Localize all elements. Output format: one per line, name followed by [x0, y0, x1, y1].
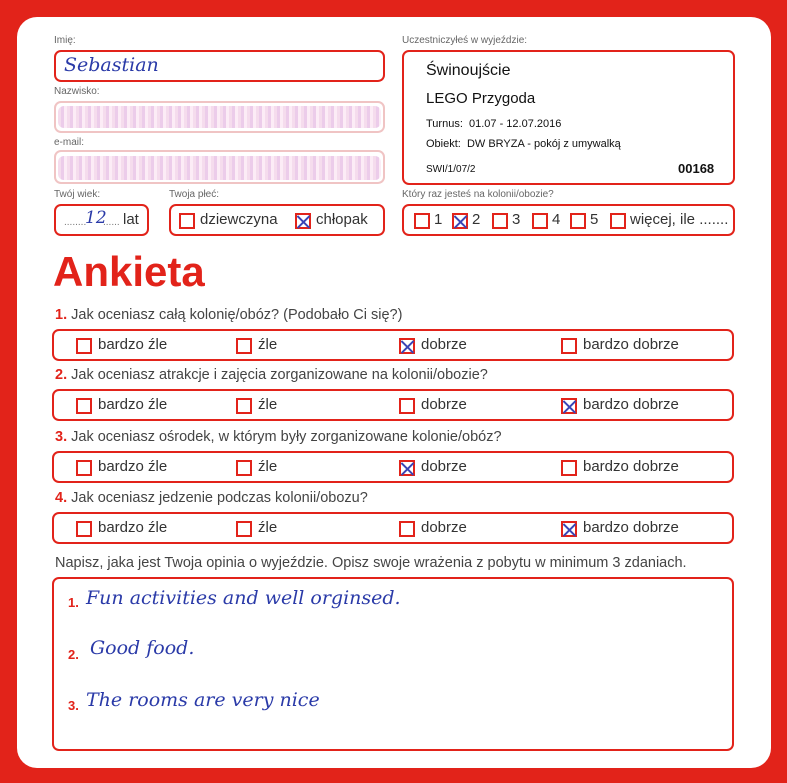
question-4-checkbox-bad[interactable]	[236, 521, 252, 537]
question-2-option-very-good: bardzo dobrze	[583, 396, 679, 413]
times-label: Który raz jesteś na kolonii/obozie?	[402, 189, 554, 200]
name-field[interactable]	[54, 50, 385, 82]
times-checkbox-5[interactable]	[570, 213, 586, 229]
times-option-3: 3	[512, 211, 521, 228]
question-3-option-good: dobrze	[421, 458, 467, 475]
question-4-text	[55, 490, 368, 506]
trip-turnus: Turnus: 01.07 - 12.07.2016	[426, 118, 562, 130]
survey-card	[17, 17, 771, 768]
opinion-line-3: The rooms are very nice	[86, 689, 320, 711]
question-2-checkbox-bad[interactable]	[236, 398, 252, 414]
question-4-option-bad: źle	[258, 519, 278, 536]
question-1-option-very-good: bardzo dobrze	[583, 336, 679, 353]
gender-label: Twoja płeć:	[169, 189, 220, 200]
question-3-checkbox-bad[interactable]	[236, 460, 252, 476]
times-checkbox-1[interactable]	[414, 213, 430, 229]
question-4-number: 4.	[55, 490, 68, 506]
times-checkbox-4[interactable]	[532, 213, 548, 229]
question-3-label: Jak oceniasz ośrodek, w którym były zorganizowane kolonie/obóz?	[71, 429, 502, 445]
question-1-checkbox-very-good[interactable]	[561, 338, 577, 354]
question-3-options	[52, 451, 734, 483]
age-field[interactable]	[54, 204, 149, 236]
question-2-options	[52, 389, 734, 421]
question-1-text	[55, 307, 402, 323]
question-2-text	[55, 367, 488, 383]
times-field	[402, 204, 735, 236]
opinion-textarea[interactable]	[52, 577, 734, 751]
question-4-option-very-bad: bardzo źle	[98, 519, 168, 536]
times-checkbox-more[interactable]	[610, 213, 626, 229]
age-unit: lat	[123, 211, 139, 228]
question-1-checkbox-good[interactable]	[399, 338, 415, 354]
question-3-number: 3.	[55, 429, 68, 445]
question-2-option-bad: źle	[258, 396, 278, 413]
surname-redaction	[58, 106, 381, 128]
question-4-options	[52, 512, 734, 544]
gender-option-female: dziewczyna	[200, 211, 278, 228]
opinion-num-3: 3.	[68, 698, 79, 713]
question-1-option-very-bad: bardzo źle	[98, 336, 168, 353]
times-option-more: więcej, ile .......	[630, 211, 729, 228]
question-3-option-very-bad: bardzo źle	[98, 458, 168, 475]
times-option-2: 2	[472, 211, 481, 228]
email-redaction	[58, 156, 381, 180]
opinion-num-1: 1.	[68, 595, 79, 610]
question-2-number: 2.	[55, 367, 68, 383]
question-4-checkbox-very-good[interactable]	[561, 521, 577, 537]
trip-number: 00168	[678, 161, 715, 176]
trip-box	[402, 50, 735, 185]
trip-obiekt: Obiekt: DW BRYZA - pokój z umywalką	[426, 138, 621, 150]
question-1-option-good: dobrze	[421, 336, 467, 353]
question-3-checkbox-very-bad[interactable]	[76, 460, 92, 476]
page-title: Ankieta	[53, 248, 205, 295]
question-2-checkbox-good[interactable]	[399, 398, 415, 414]
question-1-number: 1.	[55, 307, 68, 323]
question-3-text	[55, 429, 502, 445]
surname-field[interactable]	[54, 101, 385, 133]
question-2-checkbox-very-good[interactable]	[561, 398, 577, 414]
name-value: Sebastian	[64, 54, 159, 76]
times-checkbox-3[interactable]	[492, 213, 508, 229]
gender-checkbox-female[interactable]	[179, 213, 195, 229]
question-1-label: Jak oceniasz całą kolonię/obóz? (Podobało Ci się?)	[71, 307, 403, 323]
question-1-checkbox-very-bad[interactable]	[76, 338, 92, 354]
age-dots-after: ......	[103, 217, 120, 228]
question-4-label: Jak oceniasz jedzenie podczas kolonii/obozu?	[71, 490, 368, 506]
question-1-checkbox-bad[interactable]	[236, 338, 252, 354]
question-3-option-bad: źle	[258, 458, 278, 475]
trip-program: LEGO Przygoda	[426, 90, 536, 107]
question-4-option-very-good: bardzo dobrze	[583, 519, 679, 536]
question-4-checkbox-very-bad[interactable]	[76, 521, 92, 537]
age-label: Twój wiek:	[54, 189, 101, 200]
trip-city: Świnoujście	[426, 62, 511, 79]
opinion-line-1: Fun activities and well orginsed.	[86, 587, 401, 609]
opinion-num-2: 2.	[68, 647, 79, 662]
surname-label: Nazwisko:	[54, 86, 100, 97]
email-label: e-mail:	[54, 137, 85, 148]
age-dots-before: ........	[64, 217, 87, 228]
opinion-prompt: Napisz, jaka jest Twoja opinia o wyjeździe. Opisz swoje wrażenia z pobytu w minimum 3 zdaniach.	[55, 555, 687, 571]
question-3-option-very-good: bardzo dobrze	[583, 458, 679, 475]
gender-option-male: chłopak	[316, 211, 368, 228]
name-label: Imię:	[54, 35, 76, 46]
question-3-checkbox-very-good[interactable]	[561, 460, 577, 476]
email-field[interactable]	[54, 150, 385, 184]
gender-checkbox-male[interactable]	[295, 213, 311, 229]
question-1-options	[52, 329, 734, 361]
question-1-option-bad: źle	[258, 336, 278, 353]
gender-field	[169, 204, 385, 236]
times-option-1: 1	[434, 211, 443, 228]
question-3-checkbox-good[interactable]	[399, 460, 415, 476]
times-checkbox-2[interactable]	[452, 213, 468, 229]
trip-label: Uczestniczyłeś w wyjeździe:	[402, 35, 528, 46]
times-option-4: 4	[552, 211, 561, 228]
times-option-5: 5	[590, 211, 599, 228]
question-2-checkbox-very-bad[interactable]	[76, 398, 92, 414]
question-2-option-good: dobrze	[421, 396, 467, 413]
question-4-checkbox-good[interactable]	[399, 521, 415, 537]
trip-code: SWI/1/07/2	[426, 164, 476, 175]
question-2-label: Jak oceniasz atrakcje i zajęcia zorganizowane na kolonii/obozie?	[71, 367, 488, 383]
question-4-option-good: dobrze	[421, 519, 467, 536]
age-value: 12	[85, 208, 107, 228]
opinion-line-2: Good food.	[90, 637, 195, 659]
question-2-option-very-bad: bardzo źle	[98, 396, 168, 413]
